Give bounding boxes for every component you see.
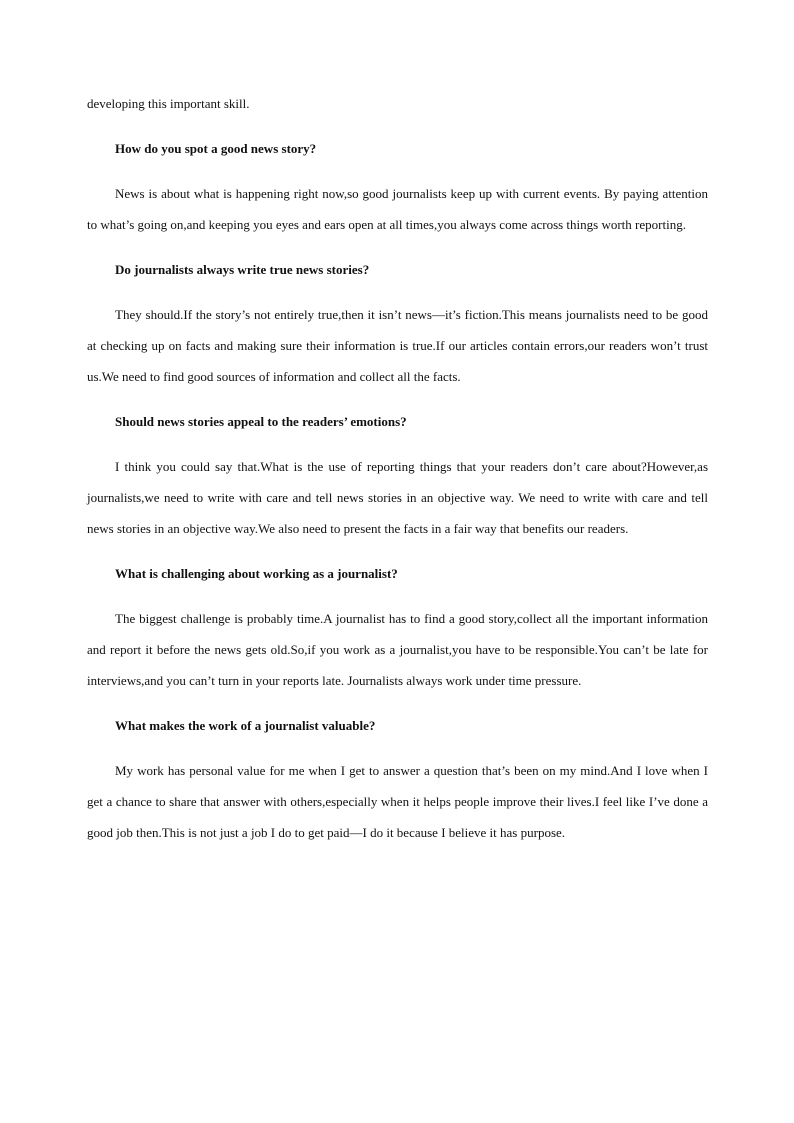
section-paragraph: News is about what is happening right now,so good journalists keep up with current events. By paying attention to what’s going on,and keeping you eyes and ears open at all times,you always come across things worth reporting. (87, 186, 708, 232)
intro-line: developing this important skill. (87, 96, 250, 111)
section-paragraph: I think you could say that.What is the use of reporting things that your readers don’t care about?However,as journalists,we need to write with care and tell news stories in an objective way. We need to write with care and tell news stories in an objective way.We also need to present the facts in a fair way that benefits our readers. (87, 459, 708, 536)
section-heading: What is challenging about working as a journalist? (115, 566, 398, 581)
section-heading: How do you spot a good news story? (115, 141, 317, 156)
section-paragraph: They should.If the story’s not entirely true,then it isn’t news—it’s fiction.This means journalists need to be good at checking up on facts and making sure their information is true.If our articles contain errors,our readers won’t trust us.We need to find good sources of information and collect all the facts. (87, 307, 708, 384)
section-true-stories (87, 254, 708, 392)
section-emotions (87, 406, 708, 544)
section-paragraph: The biggest challenge is probably time.A journalist has to find a good story,collect all the important information and report it before the news gets old.So,if you work as a journalist,you have to be responsible.You can’t be late for interviews,and you can’t turn in your reports late. Journalists always work under time pressure. (87, 611, 708, 688)
document-page (87, 88, 708, 848)
section-heading: What makes the work of a journalist valuable? (115, 718, 376, 733)
section-heading: Do journalists always write true news stories? (115, 262, 370, 277)
section-value (87, 710, 708, 848)
section-heading: Should news stories appeal to the readers’ emotions? (115, 414, 407, 429)
section-spot-news (87, 133, 708, 240)
section-challenges (87, 558, 708, 696)
section-paragraph: My work has personal value for me when I get to answer a question that’s been on my mind.And I love when I get a chance to share that answer with others,especially when it helps people improve their lives.I feel like I’ve done a good job then.This is not just a job I do to get paid—I do it because I believe it has purpose. (87, 763, 708, 840)
